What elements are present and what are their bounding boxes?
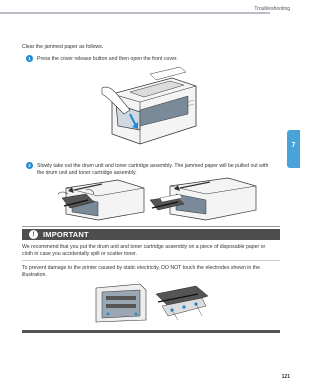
step-2-text-line2: the drum unit and toner cartridge assembly. bbox=[37, 170, 137, 176]
printer-open-cover-illustration bbox=[100, 64, 200, 152]
intro-text: Clear the jammed paper as follows. bbox=[22, 44, 104, 50]
chapter-number: 7 bbox=[291, 142, 296, 149]
drum-assembly-pulled-illustration bbox=[150, 176, 260, 222]
page-number: 121 bbox=[281, 374, 290, 380]
important-top-rule bbox=[22, 226, 280, 227]
important-para1-line2: cloth in case you accidentally spill or scatter toner. bbox=[22, 251, 138, 257]
chapter-tab bbox=[287, 130, 300, 168]
running-header: Troubleshooting bbox=[254, 6, 290, 12]
step-2-text-line1: Slowly take out the drum unit and toner cartridge assembly. The jammed paper will be pulled out with bbox=[37, 163, 269, 169]
step-2-badge: 2 bbox=[26, 162, 33, 169]
important-para2-line2: illustration. bbox=[22, 272, 47, 278]
step-1-badge: 1 bbox=[26, 55, 33, 62]
important-bottom-bar bbox=[22, 330, 280, 333]
important-title: IMPORTANT bbox=[43, 230, 89, 239]
electrodes-illustration bbox=[92, 280, 212, 326]
remove-drum-unit-illustration bbox=[58, 176, 148, 222]
important-para2-line1: To prevent damage to the printer caused by static electricity, DO NOT touch the electrodes shown in the bbox=[22, 265, 260, 271]
header-rule bbox=[0, 12, 270, 14]
step-1-text: Press the cover release button and then open the front cover. bbox=[37, 56, 178, 62]
important-divider bbox=[22, 260, 280, 261]
warning-icon: ! bbox=[29, 230, 38, 239]
important-para1-line1: We recommend that you put the drum unit and toner cartridge assembly on a piece of disposable paper or bbox=[22, 244, 266, 250]
